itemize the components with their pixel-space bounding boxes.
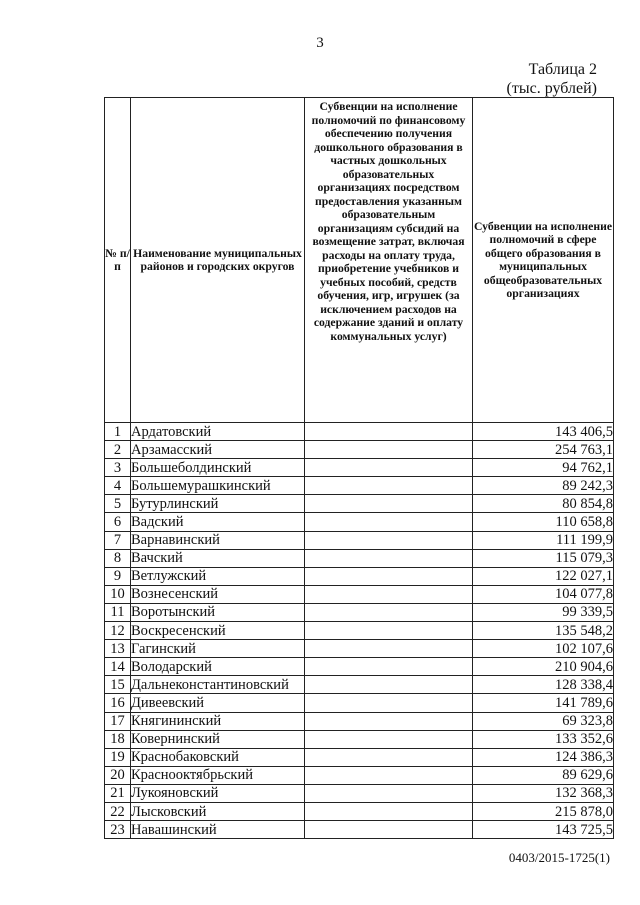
row-number-cell: 7 bbox=[105, 531, 131, 549]
sub-general-cell: 115 079,3 bbox=[473, 549, 614, 567]
district-name-cell: Вадский bbox=[131, 513, 305, 531]
district-name-cell: Навашинский bbox=[131, 821, 305, 839]
table-row bbox=[105, 459, 614, 477]
sub-general-cell: 133 352,6 bbox=[473, 730, 614, 748]
table-row bbox=[105, 676, 614, 694]
district-name-cell: Краснобаковский bbox=[131, 748, 305, 766]
sub-general-cell: 80 854,8 bbox=[473, 495, 614, 513]
subventions-table bbox=[104, 97, 614, 839]
row-number-cell: 16 bbox=[105, 694, 131, 712]
header-num: № п/п bbox=[105, 98, 131, 423]
sub-general-cell: 94 762,1 bbox=[473, 459, 614, 477]
sub-general-cell: 128 338,4 bbox=[473, 676, 614, 694]
district-name-cell: Воскресенский bbox=[131, 622, 305, 640]
district-name-cell: Вачский bbox=[131, 549, 305, 567]
document-code: 0403/2015-1725(1) bbox=[508, 850, 610, 865]
table-row bbox=[105, 821, 614, 839]
sub-preschool-cell bbox=[305, 784, 473, 802]
table-title: Таблица 2 bbox=[528, 61, 597, 78]
sub-general-cell: 215 878,0 bbox=[473, 802, 614, 820]
district-name-cell: Лукояновский bbox=[131, 784, 305, 802]
sub-preschool-cell bbox=[305, 712, 473, 730]
page-number: 3 bbox=[316, 35, 324, 51]
row-number-cell: 20 bbox=[105, 766, 131, 784]
row-number-cell: 21 bbox=[105, 784, 131, 802]
sub-general-cell: 210 904,6 bbox=[473, 658, 614, 676]
table-caption bbox=[440, 60, 597, 98]
table-row bbox=[105, 802, 614, 820]
sub-general-cell: 143 725,5 bbox=[473, 821, 614, 839]
sub-preschool-cell bbox=[305, 513, 473, 531]
sub-preschool-cell bbox=[305, 622, 473, 640]
sub-preschool-cell bbox=[305, 676, 473, 694]
table-row bbox=[105, 712, 614, 730]
table-row bbox=[105, 622, 614, 640]
sub-preschool-cell bbox=[305, 748, 473, 766]
sub-preschool-cell bbox=[305, 459, 473, 477]
sub-preschool-cell bbox=[305, 477, 473, 495]
row-number-cell: 2 bbox=[105, 441, 131, 459]
header-sub-general: Субвенции на исполнение полномочий в сфере общего образования в муниципальных общеобразовательных организациях bbox=[473, 98, 614, 423]
district-name-cell: Варнавинский bbox=[131, 531, 305, 549]
district-name-cell: Краснооктябрьский bbox=[131, 766, 305, 784]
sub-preschool-cell bbox=[305, 423, 473, 441]
district-name-cell: Гагинский bbox=[131, 640, 305, 658]
header-sub-preschool: Субвенции на исполнение полномочий по финансовому обеспечению получения дошкольного образования в частных дошкольных образовательных организациях посредством предоставления указанным образовательным организациям субсидий на возмещение затрат, включая расходы на оплату труда, приобретение учебников и учебных пособий, средств обучения, игр, игрушек (за исключением расходов на содержание зданий и оплату коммунальных услуг) bbox=[305, 98, 473, 423]
header-name: Наименование муниципальных районов и городских округов bbox=[131, 98, 305, 423]
sub-preschool-cell bbox=[305, 640, 473, 658]
row-number-cell: 15 bbox=[105, 676, 131, 694]
district-name-cell: Большемурашкинский bbox=[131, 477, 305, 495]
sub-preschool-cell bbox=[305, 658, 473, 676]
sub-general-cell: 104 077,8 bbox=[473, 585, 614, 603]
table-row bbox=[105, 603, 614, 621]
sub-general-cell: 89 242,3 bbox=[473, 477, 614, 495]
sub-preschool-cell bbox=[305, 603, 473, 621]
sub-preschool-cell bbox=[305, 567, 473, 585]
table-unit: (тыс. рублей) bbox=[506, 80, 597, 97]
sub-general-cell: 124 386,3 bbox=[473, 748, 614, 766]
sub-preschool-cell bbox=[305, 821, 473, 839]
row-number-cell: 18 bbox=[105, 730, 131, 748]
table-row bbox=[105, 585, 614, 603]
row-number-cell: 4 bbox=[105, 477, 131, 495]
table-row bbox=[105, 748, 614, 766]
district-name-cell: Вознесенский bbox=[131, 585, 305, 603]
row-number-cell: 17 bbox=[105, 712, 131, 730]
row-number-cell: 13 bbox=[105, 640, 131, 658]
district-name-cell: Ардатовский bbox=[131, 423, 305, 441]
sub-preschool-cell bbox=[305, 766, 473, 784]
district-name-cell: Воротынский bbox=[131, 603, 305, 621]
table-row bbox=[105, 766, 614, 784]
table-row bbox=[105, 513, 614, 531]
sub-general-cell: 141 789,6 bbox=[473, 694, 614, 712]
table-row bbox=[105, 784, 614, 802]
sub-preschool-cell bbox=[305, 730, 473, 748]
sub-general-cell: 69 323,8 bbox=[473, 712, 614, 730]
table-row bbox=[105, 549, 614, 567]
row-number-cell: 23 bbox=[105, 821, 131, 839]
row-number-cell: 22 bbox=[105, 802, 131, 820]
row-number-cell: 12 bbox=[105, 622, 131, 640]
sub-preschool-cell bbox=[305, 531, 473, 549]
sub-general-cell: 110 658,8 bbox=[473, 513, 614, 531]
table-row bbox=[105, 694, 614, 712]
table-body bbox=[105, 423, 614, 839]
row-number-cell: 14 bbox=[105, 658, 131, 676]
district-name-cell: Бутурлинский bbox=[131, 495, 305, 513]
table-row bbox=[105, 477, 614, 495]
row-number-cell: 3 bbox=[105, 459, 131, 477]
district-name-cell: Ветлужский bbox=[131, 567, 305, 585]
table-row bbox=[105, 531, 614, 549]
row-number-cell: 10 bbox=[105, 585, 131, 603]
district-name-cell: Дальнеконстантиновский bbox=[131, 676, 305, 694]
district-name-cell: Княгининский bbox=[131, 712, 305, 730]
sub-general-cell: 102 107,6 bbox=[473, 640, 614, 658]
sub-general-cell: 254 763,1 bbox=[473, 441, 614, 459]
table-row bbox=[105, 495, 614, 513]
row-number-cell: 6 bbox=[105, 513, 131, 531]
district-name-cell: Арзамасский bbox=[131, 441, 305, 459]
district-name-cell: Ковернинский bbox=[131, 730, 305, 748]
sub-general-cell: 111 199,9 bbox=[473, 531, 614, 549]
sub-general-cell: 89 629,6 bbox=[473, 766, 614, 784]
sub-preschool-cell bbox=[305, 549, 473, 567]
row-number-cell: 9 bbox=[105, 567, 131, 585]
row-number-cell: 1 bbox=[105, 423, 131, 441]
sub-preschool-cell bbox=[305, 495, 473, 513]
sub-general-cell: 122 027,1 bbox=[473, 567, 614, 585]
table-row bbox=[105, 730, 614, 748]
sub-preschool-cell bbox=[305, 802, 473, 820]
sub-preschool-cell bbox=[305, 694, 473, 712]
sub-preschool-cell bbox=[305, 585, 473, 603]
district-name-cell: Володарский bbox=[131, 658, 305, 676]
row-number-cell: 8 bbox=[105, 549, 131, 567]
table-row bbox=[105, 441, 614, 459]
row-number-cell: 5 bbox=[105, 495, 131, 513]
district-name-cell: Лысковский bbox=[131, 802, 305, 820]
table-row bbox=[105, 423, 614, 441]
sub-general-cell: 99 339,5 bbox=[473, 603, 614, 621]
district-name-cell: Дивеевский bbox=[131, 694, 305, 712]
table-row bbox=[105, 567, 614, 585]
table-row bbox=[105, 658, 614, 676]
sub-general-cell: 132 368,3 bbox=[473, 784, 614, 802]
table-row bbox=[105, 640, 614, 658]
sub-preschool-cell bbox=[305, 441, 473, 459]
table-header-row bbox=[105, 98, 614, 423]
sub-general-cell: 135 548,2 bbox=[473, 622, 614, 640]
district-name-cell: Большеболдинский bbox=[131, 459, 305, 477]
row-number-cell: 19 bbox=[105, 748, 131, 766]
row-number-cell: 11 bbox=[105, 603, 131, 621]
sub-general-cell: 143 406,5 bbox=[473, 423, 614, 441]
